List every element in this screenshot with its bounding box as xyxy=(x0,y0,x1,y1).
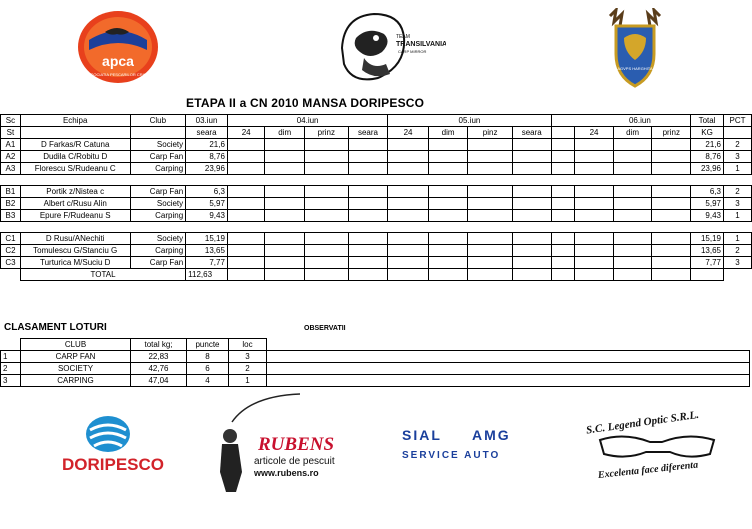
header-echipa: Echipa xyxy=(20,115,130,127)
cell-empty xyxy=(652,151,691,163)
table-row xyxy=(1,198,752,210)
cell-empty xyxy=(551,186,575,198)
cell-empty xyxy=(652,210,691,222)
cell-empty xyxy=(652,233,691,245)
cell-empty xyxy=(575,245,614,257)
cell-echipa: D Rusu/ANechiti xyxy=(20,233,130,245)
rubens-logo xyxy=(210,392,370,496)
cell-empty xyxy=(348,233,388,245)
cell-empty xyxy=(551,198,575,210)
cell-empty xyxy=(551,151,575,163)
cell-echipa: Tomulescu G/Stanciu G xyxy=(20,245,130,257)
page-title: ETAPA II a CN 2010 MANSA DORIPESCO xyxy=(186,96,425,110)
header-sc: Sc xyxy=(1,115,21,127)
cell-empty xyxy=(227,269,265,281)
cell-empty xyxy=(388,233,428,245)
sial-amg-logo xyxy=(398,424,534,464)
cell-empty xyxy=(652,139,691,151)
header-st: St xyxy=(1,127,21,139)
clasament-row xyxy=(1,351,750,363)
clasament-title: CLASAMENT LOTURI xyxy=(4,322,107,333)
clasament-club: CARP FAN xyxy=(21,351,131,363)
cell-empty xyxy=(652,269,691,281)
cell-day-03: 15,19 xyxy=(186,233,228,245)
cell-empty xyxy=(551,163,575,175)
cell-empty xyxy=(388,210,428,222)
cell-empty xyxy=(388,186,428,198)
cell-empty xyxy=(613,245,652,257)
cell-empty xyxy=(652,163,691,175)
cell-echipa: Dudila C/Robitu D xyxy=(20,151,130,163)
cell-club: Carping xyxy=(130,163,186,175)
cell-empty xyxy=(428,245,468,257)
cell-day-03: 6,3 xyxy=(186,186,228,198)
cell-pct: 1 xyxy=(723,210,751,222)
clasament-row xyxy=(1,375,750,387)
clasament-row xyxy=(1,363,750,375)
cell-club: Carp Fan xyxy=(130,257,186,269)
cell-empty xyxy=(613,198,652,210)
table-row xyxy=(1,163,752,175)
cell-empty xyxy=(468,210,513,222)
cell-empty xyxy=(428,269,468,281)
cell-echipa: D Farkas/R Catuna xyxy=(20,139,130,151)
cell-empty xyxy=(305,210,349,222)
cell-total: 15,19 xyxy=(691,233,724,245)
group-spacer xyxy=(1,222,752,233)
clasament-header-puncte: puncte xyxy=(187,339,229,351)
cell-day-03: 23,96 xyxy=(186,163,228,175)
table-row xyxy=(1,245,752,257)
clasament-header-row xyxy=(1,339,750,351)
apca-text: apca xyxy=(102,53,134,69)
cell-empty xyxy=(348,151,388,163)
cell-echipa: Turturica M/Suciu D xyxy=(20,257,130,269)
cell-echipa: Florescu S/Rudeanu C xyxy=(20,163,130,175)
cell-empty xyxy=(468,257,513,269)
cell-empty xyxy=(428,210,468,222)
header-04-prinz: prinz xyxy=(305,127,349,139)
cell-empty xyxy=(652,257,691,269)
clasament-puncte: 4 xyxy=(187,375,229,387)
cell-empty xyxy=(305,163,349,175)
table-row xyxy=(1,139,752,151)
table-row xyxy=(1,210,752,222)
rubens-sub: articole de pescuit xyxy=(254,456,335,467)
sial-text: SIAL xyxy=(402,427,442,443)
cell-pct: 2 xyxy=(723,139,751,151)
cell-pct: 3 xyxy=(723,198,751,210)
clasament-table xyxy=(0,338,750,387)
header-day-06: 06.iun xyxy=(551,115,691,127)
cell-day-03: 9,43 xyxy=(186,210,228,222)
cell-empty xyxy=(265,198,305,210)
legend-text: S.C. Legend Optic S.R.L. xyxy=(585,408,700,437)
cell-day-03: 8,76 xyxy=(186,151,228,163)
cell-empty xyxy=(613,151,652,163)
rubens-url: www.rubens.ro xyxy=(254,468,319,478)
clasament-observatii xyxy=(267,375,750,387)
cell-empty xyxy=(691,269,724,281)
cell-club: Carping xyxy=(130,245,186,257)
observatii-label: OBSERVATII xyxy=(304,325,346,332)
header-day-03: 03.iun xyxy=(186,115,228,127)
service-auto-text: SERVICE AUTO xyxy=(402,450,501,461)
cell-empty xyxy=(512,198,551,210)
cell-st: B1 xyxy=(1,186,21,198)
cell-empty xyxy=(348,163,388,175)
header-06-dim: dim xyxy=(613,127,652,139)
clasament-puncte: 6 xyxy=(187,363,229,375)
header-seara: seara xyxy=(186,127,228,139)
header-04-dim: dim xyxy=(265,127,305,139)
cell-day-03: 13,65 xyxy=(186,245,228,257)
cell-pct: 1 xyxy=(723,163,751,175)
cell-empty xyxy=(428,198,468,210)
header-04-seara: seara xyxy=(348,127,388,139)
cell-empty xyxy=(428,257,468,269)
cell-empty xyxy=(388,151,428,163)
cell-empty xyxy=(652,245,691,257)
cell-empty xyxy=(512,210,551,222)
cell-empty xyxy=(388,139,428,151)
header-total: Total xyxy=(691,115,724,127)
cell-club: Carp Fan xyxy=(130,186,186,198)
cell-empty xyxy=(428,151,468,163)
cell-day-03: 7,77 xyxy=(186,257,228,269)
cell-empty xyxy=(652,198,691,210)
cell-empty xyxy=(575,233,614,245)
cell-echipa: Epure F/Rudeanu S xyxy=(20,210,130,222)
cell-total: 7,77 xyxy=(691,257,724,269)
cell-empty xyxy=(305,151,349,163)
cell-empty xyxy=(512,257,551,269)
clasament-kg: 42,76 xyxy=(131,363,187,375)
table-header-row-1 xyxy=(1,115,752,127)
apca-sub: ASOCIATIA PESCARILOR CRAP xyxy=(88,72,148,77)
cell-total: 23,96 xyxy=(691,163,724,175)
cell-empty xyxy=(265,245,305,257)
cell-empty xyxy=(388,269,428,281)
clasament-header-club: CLUB xyxy=(21,339,131,351)
cell-empty xyxy=(468,186,513,198)
clasament-header-kg: total kg; xyxy=(131,339,187,351)
cell-empty xyxy=(388,257,428,269)
cell-empty xyxy=(265,233,305,245)
legend-sub: Excelenta face diferenta xyxy=(597,459,699,480)
cell-empty xyxy=(575,186,614,198)
team-transilvania-logo xyxy=(334,8,446,86)
cell-empty xyxy=(265,210,305,222)
clasament-kg: 47,04 xyxy=(131,375,187,387)
cell-st: B3 xyxy=(1,210,21,222)
cell-empty xyxy=(305,186,349,198)
cell-empty xyxy=(613,163,652,175)
cell-st: A3 xyxy=(1,163,21,175)
header-club: Club xyxy=(130,115,186,127)
cell-empty xyxy=(305,198,349,210)
cell-pct: 2 xyxy=(723,186,751,198)
cell-empty xyxy=(613,269,652,281)
team-line3: CARP MIRROR xyxy=(398,49,427,54)
cell-st: B2 xyxy=(1,198,21,210)
header-day-05: 05.iun xyxy=(388,115,551,127)
clasament-club: SOCIETY xyxy=(21,363,131,375)
agvps-crest-logo xyxy=(604,8,666,88)
header-day-04: 04.iun xyxy=(227,115,387,127)
legend-optic-logo xyxy=(580,404,730,480)
cell-empty xyxy=(428,186,468,198)
cell-empty xyxy=(512,269,551,281)
cell-echipa: Albert c/Rusu Alin xyxy=(20,198,130,210)
cell-empty xyxy=(227,186,265,198)
cell-empty xyxy=(551,233,575,245)
clasament-header-loc: loc xyxy=(229,339,267,351)
table-row xyxy=(1,257,752,269)
clasament-observatii xyxy=(267,363,750,375)
cell-empty xyxy=(613,186,652,198)
cell-empty xyxy=(428,233,468,245)
cell-empty xyxy=(468,269,513,281)
amg-text: AMG xyxy=(472,427,511,443)
cell-total: 13,65 xyxy=(691,245,724,257)
clasament-loc: 2 xyxy=(229,363,267,375)
cell-empty xyxy=(305,139,349,151)
table-row xyxy=(1,186,752,198)
cell-empty xyxy=(468,233,513,245)
cell-total: 9,43 xyxy=(691,210,724,222)
header-06-prinz: prinz xyxy=(652,127,691,139)
cell-empty xyxy=(348,139,388,151)
cell-empty xyxy=(265,269,305,281)
rubens-text: RUBENS xyxy=(258,434,335,455)
clasament-rank: 3 xyxy=(1,375,21,387)
cell-echipa: Portik z/Nistea c xyxy=(20,186,130,198)
cell-empty xyxy=(613,210,652,222)
cell-empty xyxy=(227,163,265,175)
cell-empty xyxy=(551,139,575,151)
header-04-24: 24 xyxy=(227,127,265,139)
header-05-pinz: pinz xyxy=(468,127,513,139)
cell-empty xyxy=(575,139,614,151)
cell-empty xyxy=(265,257,305,269)
cell-empty xyxy=(551,257,575,269)
cell-empty xyxy=(348,269,388,281)
cell-empty xyxy=(551,245,575,257)
doripesco-logo xyxy=(42,414,184,476)
clasament-club: CARPING xyxy=(21,375,131,387)
doripesco-text: DORIPESCO xyxy=(61,455,165,474)
cell-empty xyxy=(613,139,652,151)
cell-empty xyxy=(575,269,614,281)
cell-empty xyxy=(265,139,305,151)
cell-club: Carping xyxy=(130,210,186,222)
clasament-observatii xyxy=(267,351,750,363)
cell-pct: 3 xyxy=(723,257,751,269)
cell-empty xyxy=(227,139,265,151)
cell-empty xyxy=(388,245,428,257)
cell-pct: 2 xyxy=(723,245,751,257)
group-spacer xyxy=(1,175,752,186)
table-header-row-2 xyxy=(1,127,752,139)
cell-pct: 3 xyxy=(723,151,751,163)
cell-empty xyxy=(468,139,513,151)
clasament-rank: 1 xyxy=(1,351,21,363)
total-value: 112,63 xyxy=(186,269,228,281)
clasament-puncte: 8 xyxy=(187,351,229,363)
total-label: TOTAL xyxy=(20,269,185,281)
cell-empty xyxy=(227,257,265,269)
cell-empty xyxy=(468,163,513,175)
cell-st: C3 xyxy=(1,257,21,269)
header-06-24: 24 xyxy=(575,127,614,139)
cell-empty xyxy=(512,163,551,175)
cell-empty xyxy=(348,186,388,198)
cell-empty xyxy=(575,198,614,210)
cell-st: C2 xyxy=(1,245,21,257)
table-row xyxy=(1,151,752,163)
cell-empty xyxy=(227,151,265,163)
cell-empty xyxy=(652,186,691,198)
cell-empty xyxy=(512,151,551,163)
cell-empty xyxy=(512,186,551,198)
cell-empty xyxy=(468,151,513,163)
cell-empty xyxy=(468,245,513,257)
table-row xyxy=(1,233,752,245)
cell-st: A1 xyxy=(1,139,21,151)
header-pct: PCT xyxy=(723,115,751,127)
cell-empty xyxy=(348,198,388,210)
team-line2: TRANSILVANIA xyxy=(396,41,446,48)
cell-total: 8,76 xyxy=(691,151,724,163)
cell-empty xyxy=(428,163,468,175)
cell-empty xyxy=(348,257,388,269)
header-05-24: 24 xyxy=(388,127,428,139)
clasament-rank: 2 xyxy=(1,363,21,375)
cell-empty xyxy=(388,163,428,175)
cell-pct: 1 xyxy=(723,233,751,245)
cell-total: 6,3 xyxy=(691,186,724,198)
clasament-kg: 22,83 xyxy=(131,351,187,363)
cell-empty xyxy=(575,257,614,269)
cell-empty xyxy=(512,245,551,257)
cell-empty xyxy=(265,186,305,198)
cell-club: Society xyxy=(130,233,186,245)
total-row xyxy=(1,269,752,281)
cell-empty xyxy=(265,163,305,175)
cell-empty xyxy=(613,257,652,269)
cell-empty xyxy=(512,233,551,245)
cell-empty xyxy=(305,233,349,245)
crest-text: AGVPS HARGHITA xyxy=(617,66,653,71)
cell-empty xyxy=(468,198,513,210)
cell-total: 21,6 xyxy=(691,139,724,151)
cell-empty xyxy=(575,210,614,222)
cell-empty xyxy=(388,198,428,210)
cell-club: Society xyxy=(130,198,186,210)
cell-empty xyxy=(613,233,652,245)
clasament-loc: 3 xyxy=(229,351,267,363)
cell-empty xyxy=(348,210,388,222)
clasament-loc: 1 xyxy=(229,375,267,387)
cell-day-03: 21,6 xyxy=(186,139,228,151)
cell-empty xyxy=(428,139,468,151)
cell-empty xyxy=(227,233,265,245)
cell-st: C1 xyxy=(1,233,21,245)
cell-empty xyxy=(305,257,349,269)
cell-empty xyxy=(227,245,265,257)
cell-st: A2 xyxy=(1,151,21,163)
header-kg: KG xyxy=(691,127,724,139)
cell-empty xyxy=(551,269,575,281)
results-table xyxy=(0,114,752,281)
cell-empty xyxy=(512,139,551,151)
cell-empty xyxy=(227,210,265,222)
cell-empty xyxy=(551,210,575,222)
cell-empty xyxy=(305,245,349,257)
cell-empty xyxy=(265,151,305,163)
apca-logo xyxy=(77,10,159,84)
cell-empty xyxy=(305,269,349,281)
cell-empty xyxy=(575,151,614,163)
cell-club: Society xyxy=(130,139,186,151)
header-05-seara: seara xyxy=(512,127,551,139)
cell-day-03: 5,97 xyxy=(186,198,228,210)
cell-empty xyxy=(348,245,388,257)
team-line1: TEAM xyxy=(396,34,410,40)
cell-club: Carp Fan xyxy=(130,151,186,163)
cell-empty xyxy=(575,163,614,175)
header-05-dim: dim xyxy=(428,127,468,139)
cell-empty xyxy=(227,198,265,210)
cell-total: 5,97 xyxy=(691,198,724,210)
